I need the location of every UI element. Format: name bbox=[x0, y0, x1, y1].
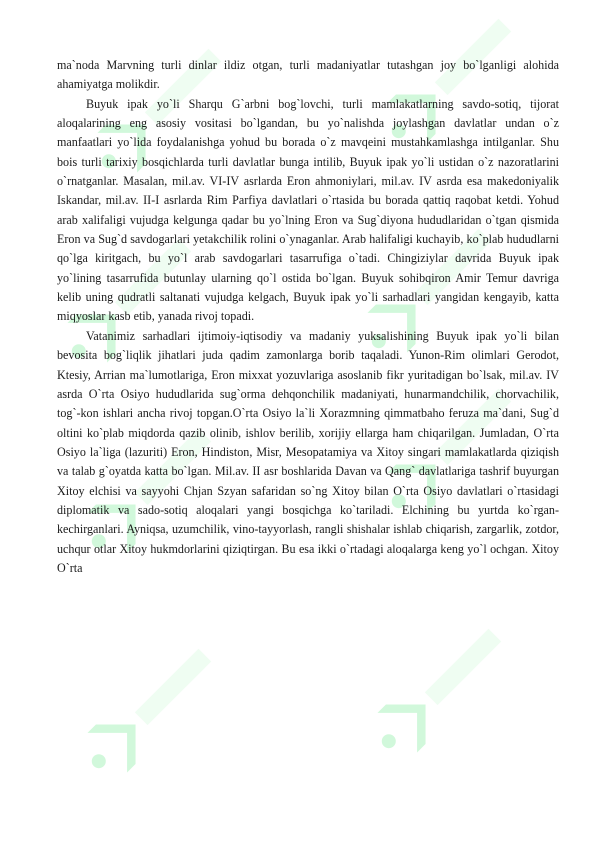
watermark-mark bbox=[364, 615, 515, 766]
paragraph-2: Buyuk ipak yo`li Sharqu G`arbni bog`lovchi, turli mamlakatlarning savdo-sotiq, tijorat aloqalarining eng asosiy vositasi bo`lgandan, bu yo`nalishda joylashgan davlatlar undan o`z manfaatlari yo`lida foydalanishga yohud bu borada o`z mavqeini mustahkamlashga intilganlar. Shu bois turli tarixiy bosqichlarda turli davlatlar bunga intilib, Buyuk ipak yo`li ustidan o`z nazoratlarini o`rnatganlar. Masalan, mil.av. VI-IV asrlarda Eron ahmoniylari, mil.av. IV asrda esa makedoniyalik Iskandar, mil.av. II-I asrlarda Rim Parfiya davlatlari o`rtasida bu borada qattiq raqobat ketdi. Yohud arab xalifaligi vujudga kelgunga qadar bu yo`lning Eron va Sug`diyona hududlaridan o`tgan qismida Eron va Sug`d savdogarlari yetakchilik rolini o`ynaganlar. Arab halifaligi kuchayib, ko`plab hududlarni qo`lga kiritgach, bu yo`l arab savdogarlari tasarrufiga o`tadi. Chingiziylar davrida Buyuk ipak yo`lining tasarrufida butunlay ularning qo`l ostida bo`lgan. Buyuk sohibqiron Amir Temur davriga kelib uning qudratli saltanati vujudga kelgach, Buyuk ipak yo`li sarhadlari yangidan kengayib, katta miqyoslar kasb etib, yanada rivoj topadi. bbox=[57, 96, 559, 324]
paragraph-1: ma`noda Marvning turli dinlar ildiz otgan, turli madaniyatlar tutashgan joy bo`lganligi alohida ahamiyatga molikdir. bbox=[57, 58, 559, 92]
watermark-mark bbox=[74, 635, 225, 786]
paragraph-3: Vatanimiz sarhadlari ijtimoiy-iqtisodiy va madaniy yuksalishining Buyuk ipak yo`li bilan bevosita bog`liqlik jihatlari juda qadim zamonlarga borib taqaladi. Yunon-Rim olimlari Gerodot, Ktesiy, Arrian ma`lumotlariga, Eron mixxat yozuvlariga asoslanib fikr yuritadigan bo`lsak, mil.av. IV asrda O`rta Osiyo hududlarida sug`orma dehqonchilik madaniyati, hunarmandchilik, chorvachilik, tog`-kon ishlari ancha rivoj topgan.O`rta Osiyo la`li Xorazmning qimmatbaho feruza ma`dani, Sug`d oltini ko`plab miqdorda qazib olinib, ishlov berilib, xorijiy ellarga ham chiqarilgan. Jumladan, O`rta Osiyo la`liga (lazuriti) Eron, Hindiston, Misr, Mesopatamiya va Xitoy singari mamlakatlarda qiziqish va talab g`oyatda katta bo`lgan. Mil.av. II asr boshlarida Davan va Qang` davlatlariga tashrif buyurgan Xitoy elchisi va sayyohi Chjan Szyan safaridan so`ng Xitoy bilan O`rta Osiyo davlatlari o`rtasidagi diplomatik va sado-sotiq aloqalari yangi bosqichga ko`tariladi. Elchining bu yurtda ko`rgan-kechirganlari. Ayniqsa, uzumchilik, vino-tayyorlash, rangli shishalar ishlab chiqarish, zargarlik, zotdor, uchqur otlar Xitoy hukmdorlarini qiziqtirgan. Bu esa ikki o`rtadagi aloqalarga keng yo`l ochgan. Xitoy O`rta bbox=[57, 328, 559, 575]
document-body bbox=[57, 56, 559, 578]
